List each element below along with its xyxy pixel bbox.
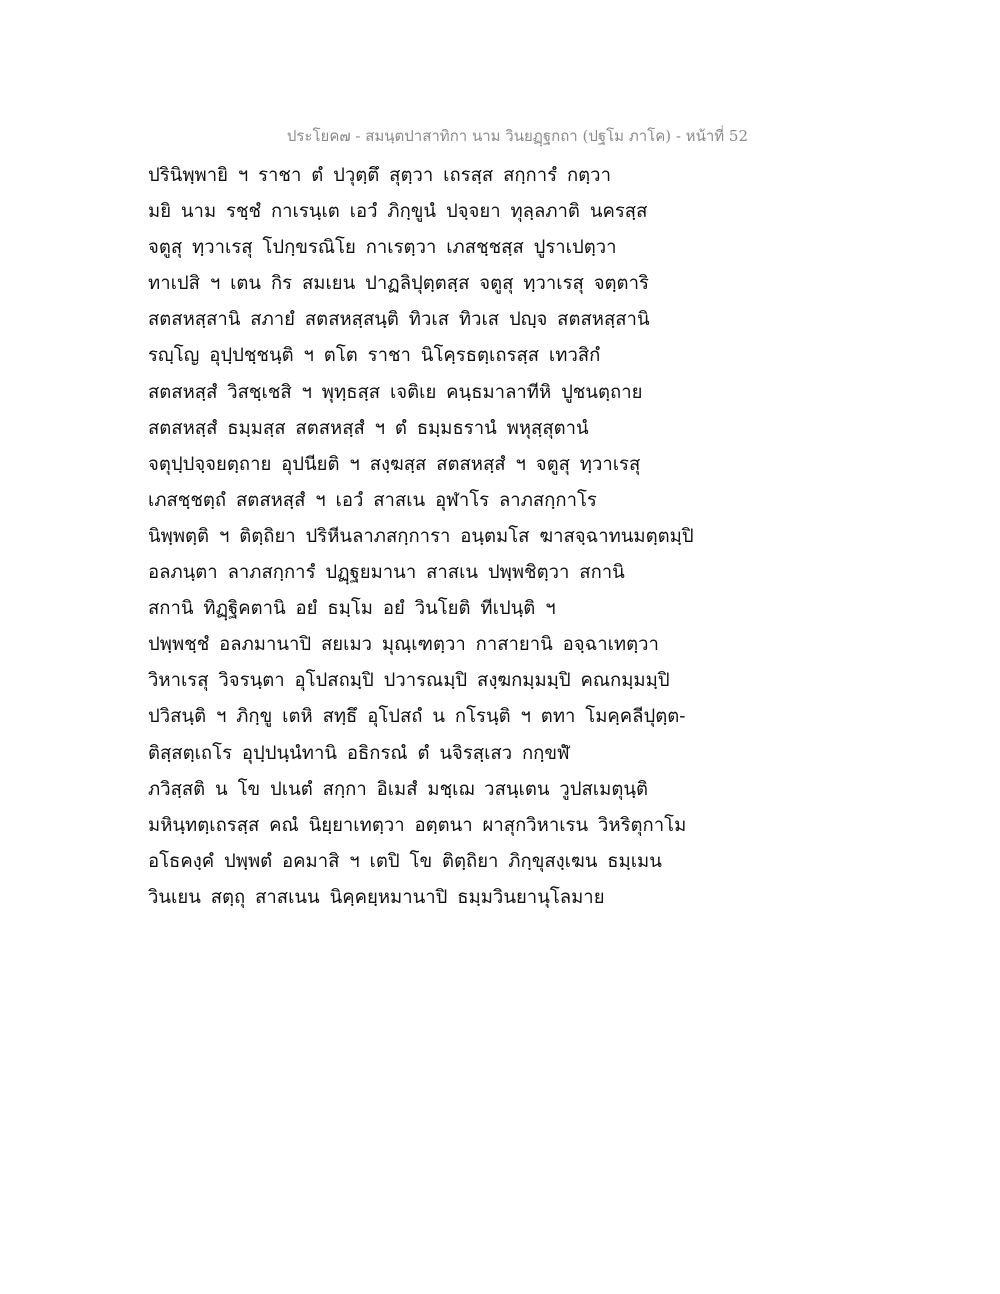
text-line-3: จตูสุ ทฺวาเรสุ โปกฺขรณิโย กาเรตฺวา เภสชฺชสฺส ปูราเปตฺวา <box>148 237 617 259</box>
text-line-17: ติสฺสตฺเถโร อุปฺปนฺนํทานิ อธิกรณํ ตํ นจิรสฺเสว กกฺขฬํ <box>148 742 570 764</box>
body-text <box>148 158 868 916</box>
text-line-6: รญฺโญ อุปฺปชฺชนฺติ ฯ ตโต ราชา นิโคฺรธตฺเถรสฺส เทวสิกํ <box>148 345 601 367</box>
running-header-title: ประโยค๗ - สมนฺตปาสาทิกา นาม วินยฏฺฐกถา (ปฐโม ภาโค) - หน้าที่ 52 <box>286 127 748 145</box>
text-line-18: ภวิสฺสติ น โข ปเนตํ สกฺกา อิเมสํ มชฺเฌ วสนฺเตน วูปสเมตุนฺติ <box>148 778 648 800</box>
text-line-14: ปพฺพชฺชํ อลภมานาปิ สยเมว มุณฺเฑตฺวา กาสายานิ อจฺฉาเทตฺวา <box>148 634 659 656</box>
text-line-12: อลภนฺตา ลาภสกฺการํ ปฏฺฐยมานา สาสเน ปพฺพชิตฺวา สกานิ <box>148 562 625 584</box>
text-line-13: สกานิ ทิฏฺฐิคตานิ อยํ ธมฺโม อยํ วินโยติ ทีเปนฺติ ฯ <box>148 598 556 620</box>
page-header <box>0 123 1000 149</box>
text-line-8: สตสหสฺสํ ธมฺมสฺส สตสหสฺสํ ฯ ตํ ธมฺมธรานํ พหุสฺสุตานํ <box>148 417 589 439</box>
text-line-11: นิพฺพตฺติ ฯ ติตฺถิยา ปริหีนลาภสกฺการา อนฺตมโส ฆาสจฺฉาทนมตฺตมฺปิ <box>148 525 694 547</box>
text-line-2: มยิ นาม รชฺชํ กาเรนฺเต เอวํ ภิกฺขูนํ ปจฺจยา ทุลฺลภาติ นครสฺส <box>148 201 648 223</box>
text-line-19: มหินฺทตฺเถรสฺส คณํ นิยฺยาเทตฺวา อตฺตนา ผาสุกวิหาเรน วิหริตุกาโม <box>148 814 687 836</box>
text-line-16: ปวิสนฺติ ฯ ภิกฺขู เตหิ สทฺธึ อุโปสถํ น กโรนฺติ ฯ ตทา โมคฺคลีปุตฺต- <box>148 706 686 728</box>
text-line-9: จตุปฺปจฺจยตฺถาย อุปนียติ ฯ สงฺฆสฺส สตสหสฺสํ ฯ จตูสุ ทฺวาเรสุ <box>148 453 641 475</box>
text-line-7: สตสหสฺสํ วิสชฺเชสิ ฯ พุทฺธสฺส เจติเย คนฺธมาลาทีหิ ปูชนตฺถาย <box>148 381 643 403</box>
text-line-15: วิหาเรสุ วิจรนฺตา อุโปสถมฺปิ ปวารณมฺปิ สงฺฆกมฺมมฺปิ คณกมฺมมฺปิ <box>148 670 670 692</box>
text-line-4: ทาเปสิ ฯ เตน กิร สมเยน ปาฏลิปุตฺตสฺส จตูสุ ทฺวาเรสุ จตฺตาริ <box>148 273 649 295</box>
text-line-5: สตสหสฺสานิ สภายํ สตสหสฺสนฺติ ทิวเส ทิวเส ปญฺจ สตสหสฺสานิ <box>148 309 650 331</box>
text-line-10: เภสชฺชตฺถํ สตสหสฺสํ ฯ เอวํ สาสเน อุฬาโร ลาภสกฺกาโร <box>148 489 597 511</box>
text-line-1: ปรินิพฺพายิ ฯ ราชา ตํ ปวุตฺตึ สุตฺวา เถรสฺส สกฺการํ กตฺวา <box>148 165 611 186</box>
text-line-20: อโธคงฺคํ ปพฺพตํ อคมาสิ ฯ เตปิ โข ติตฺถิยา ภิกฺขุสงฺเฆน ธมฺเมน <box>148 850 662 872</box>
text-line-21: วินเยน สตฺถุ สาสเนน นิคฺคยฺหมานาปิ ธมฺมวินยานุโลมาย <box>148 886 605 908</box>
